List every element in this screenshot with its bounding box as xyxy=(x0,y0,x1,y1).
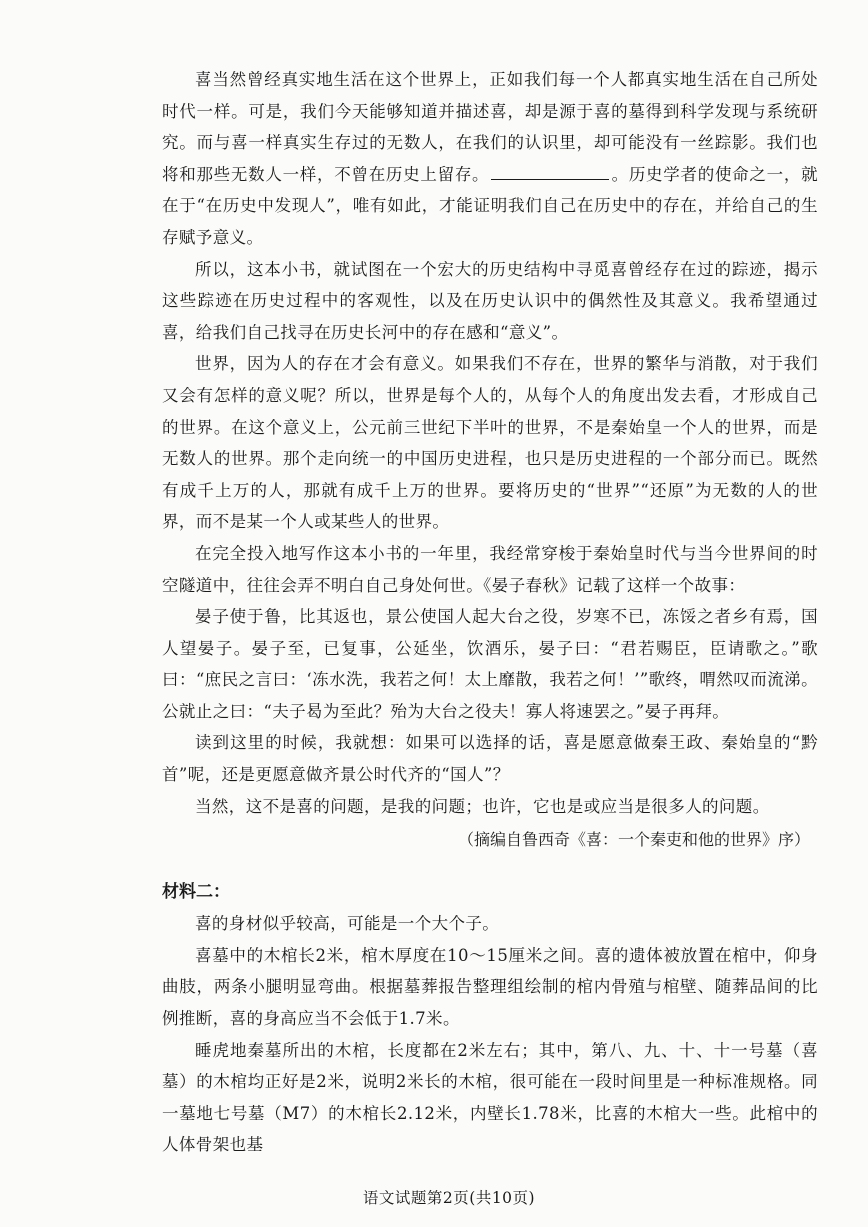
paragraph-5-quote: 晏子使于鲁，比其返也，景公使国人起大台之役，岁寒不已，冻馁之者乡有焉，国人望晏子。晏子至，已复事，公延坐，饮酒乐，晏子曰：“君若赐臣，臣请歌之。”歌曰：“庶民之言曰：‘冻水洗，我若之何！太上靡散，我若之何！’”歌终，喟然叹而流涕。公就止之曰：“夫子曷为至此？殆为大台之役夫！寡人将速罢之。”晏子再拜。 xyxy=(162,607,818,721)
paragraph-1-part-a: 喜当然曾经真实地生活在这个世界上，正如我们每一个人都真实地生活在自己所处时代一样。可是，我们今天能够知道并描述喜，却是源于喜的墓得到科学发现与系统研究。而与喜一样真实生存过的无数人，在我们的认识里，却可能没有一丝踪影。我们也将和那些无数人一样，不曾在历史上留存。 xyxy=(162,70,818,184)
paragraph-3: 世界，因为人的存在才会有意义。如果我们不存在，世界的繁华与消散，对于我们又会有怎样的意义呢？所以，世界是每个人的，从每个人的角度出发去看，才形成自己的世界。在这个意义上，公元前三世纪下半叶的世界，不是秦始皇一个人的世界，而是无数人的世界。那个走向统一的中国历史进程，也只是历史进程的一个部分而已。既然有成千上万的人，那就有成千上万的世界。要将历史的“世界”“还原”为无数的人的世界，而不是某一个人或某些人的世界。 xyxy=(162,354,818,532)
section-heading-material-two: 材料二： xyxy=(162,882,230,903)
paragraph-1-part-b: 。历史学者的使命之一，就在于“在历史中发现人”，唯有如此，才能证明我们自己在历史中的存在，并给自己的生存赋予意义。 xyxy=(162,164,818,247)
material-two-paragraph-1: 喜的身材似乎较高，可能是一个大个子。 xyxy=(195,914,500,934)
page-number-label: 语文试题第2页(共10页) xyxy=(362,1189,536,1207)
paragraph-2: 所以，这本小书，就试图在一个宏大的历史结构中寻觅喜曾经存在过的踪迹，揭示这些踪迹在历史过程中的客观性，以及在历史认识中的偶然性及其意义。我希望通过喜，给我们自己找寻在历史长河中的存在感和“意义”。 xyxy=(162,259,818,342)
page-content xyxy=(162,64,818,1161)
material-two-paragraph-2: 喜墓中的木棺长2米，棺木厚度在10～15厘米之间。喜的遗体被放置在棺中，仰身曲肢，两条小腿明显弯曲。根据墓葬报告整理组绘制的棺内骨殖与棺壁、随葬品间的比例推断，喜的身高应当不会低于1.7米。 xyxy=(162,945,818,1029)
material-two-paragraph-3: 睡虎地秦墓所出的木棺，长度都在2米左右；其中，第八、九、十、十一号墓（喜墓）的木棺均正好是2米，说明2米长的木棺，很可能在一段时间里是一种标准规格。同一墓地七号墓（M7）的木棺长2.12米，内壁长1.78米，比喜的木棺大一些。此棺中的人体骨架也基 xyxy=(162,1040,818,1155)
paragraph-7: 当然，这不是喜的问题，是我的问题；也许，它也是或应当是很多人的问题。 xyxy=(195,796,770,816)
paragraph-4: 在完全投入地写作这本小书的一年里，我经常穿梭于秦始皇时代与当今世界间的时空隧道中，往往会弄不明白自己身处何世。《晏子春秋》记载了这样一个故事： xyxy=(162,543,818,595)
paragraph-1 xyxy=(162,64,818,254)
fill-in-blank xyxy=(491,165,609,180)
source-citation: （摘编自鲁西奇《喜：一个秦吏和他的世界》序） xyxy=(457,830,810,850)
page-footer xyxy=(0,1186,868,1208)
paragraph-6: 读到这里的时候，我就想：如果可以选择的话，喜是愿意做秦王政、秦始皇的“黔首”呢，还是更愿意做齐景公时代齐的“国人”？ xyxy=(162,733,818,785)
